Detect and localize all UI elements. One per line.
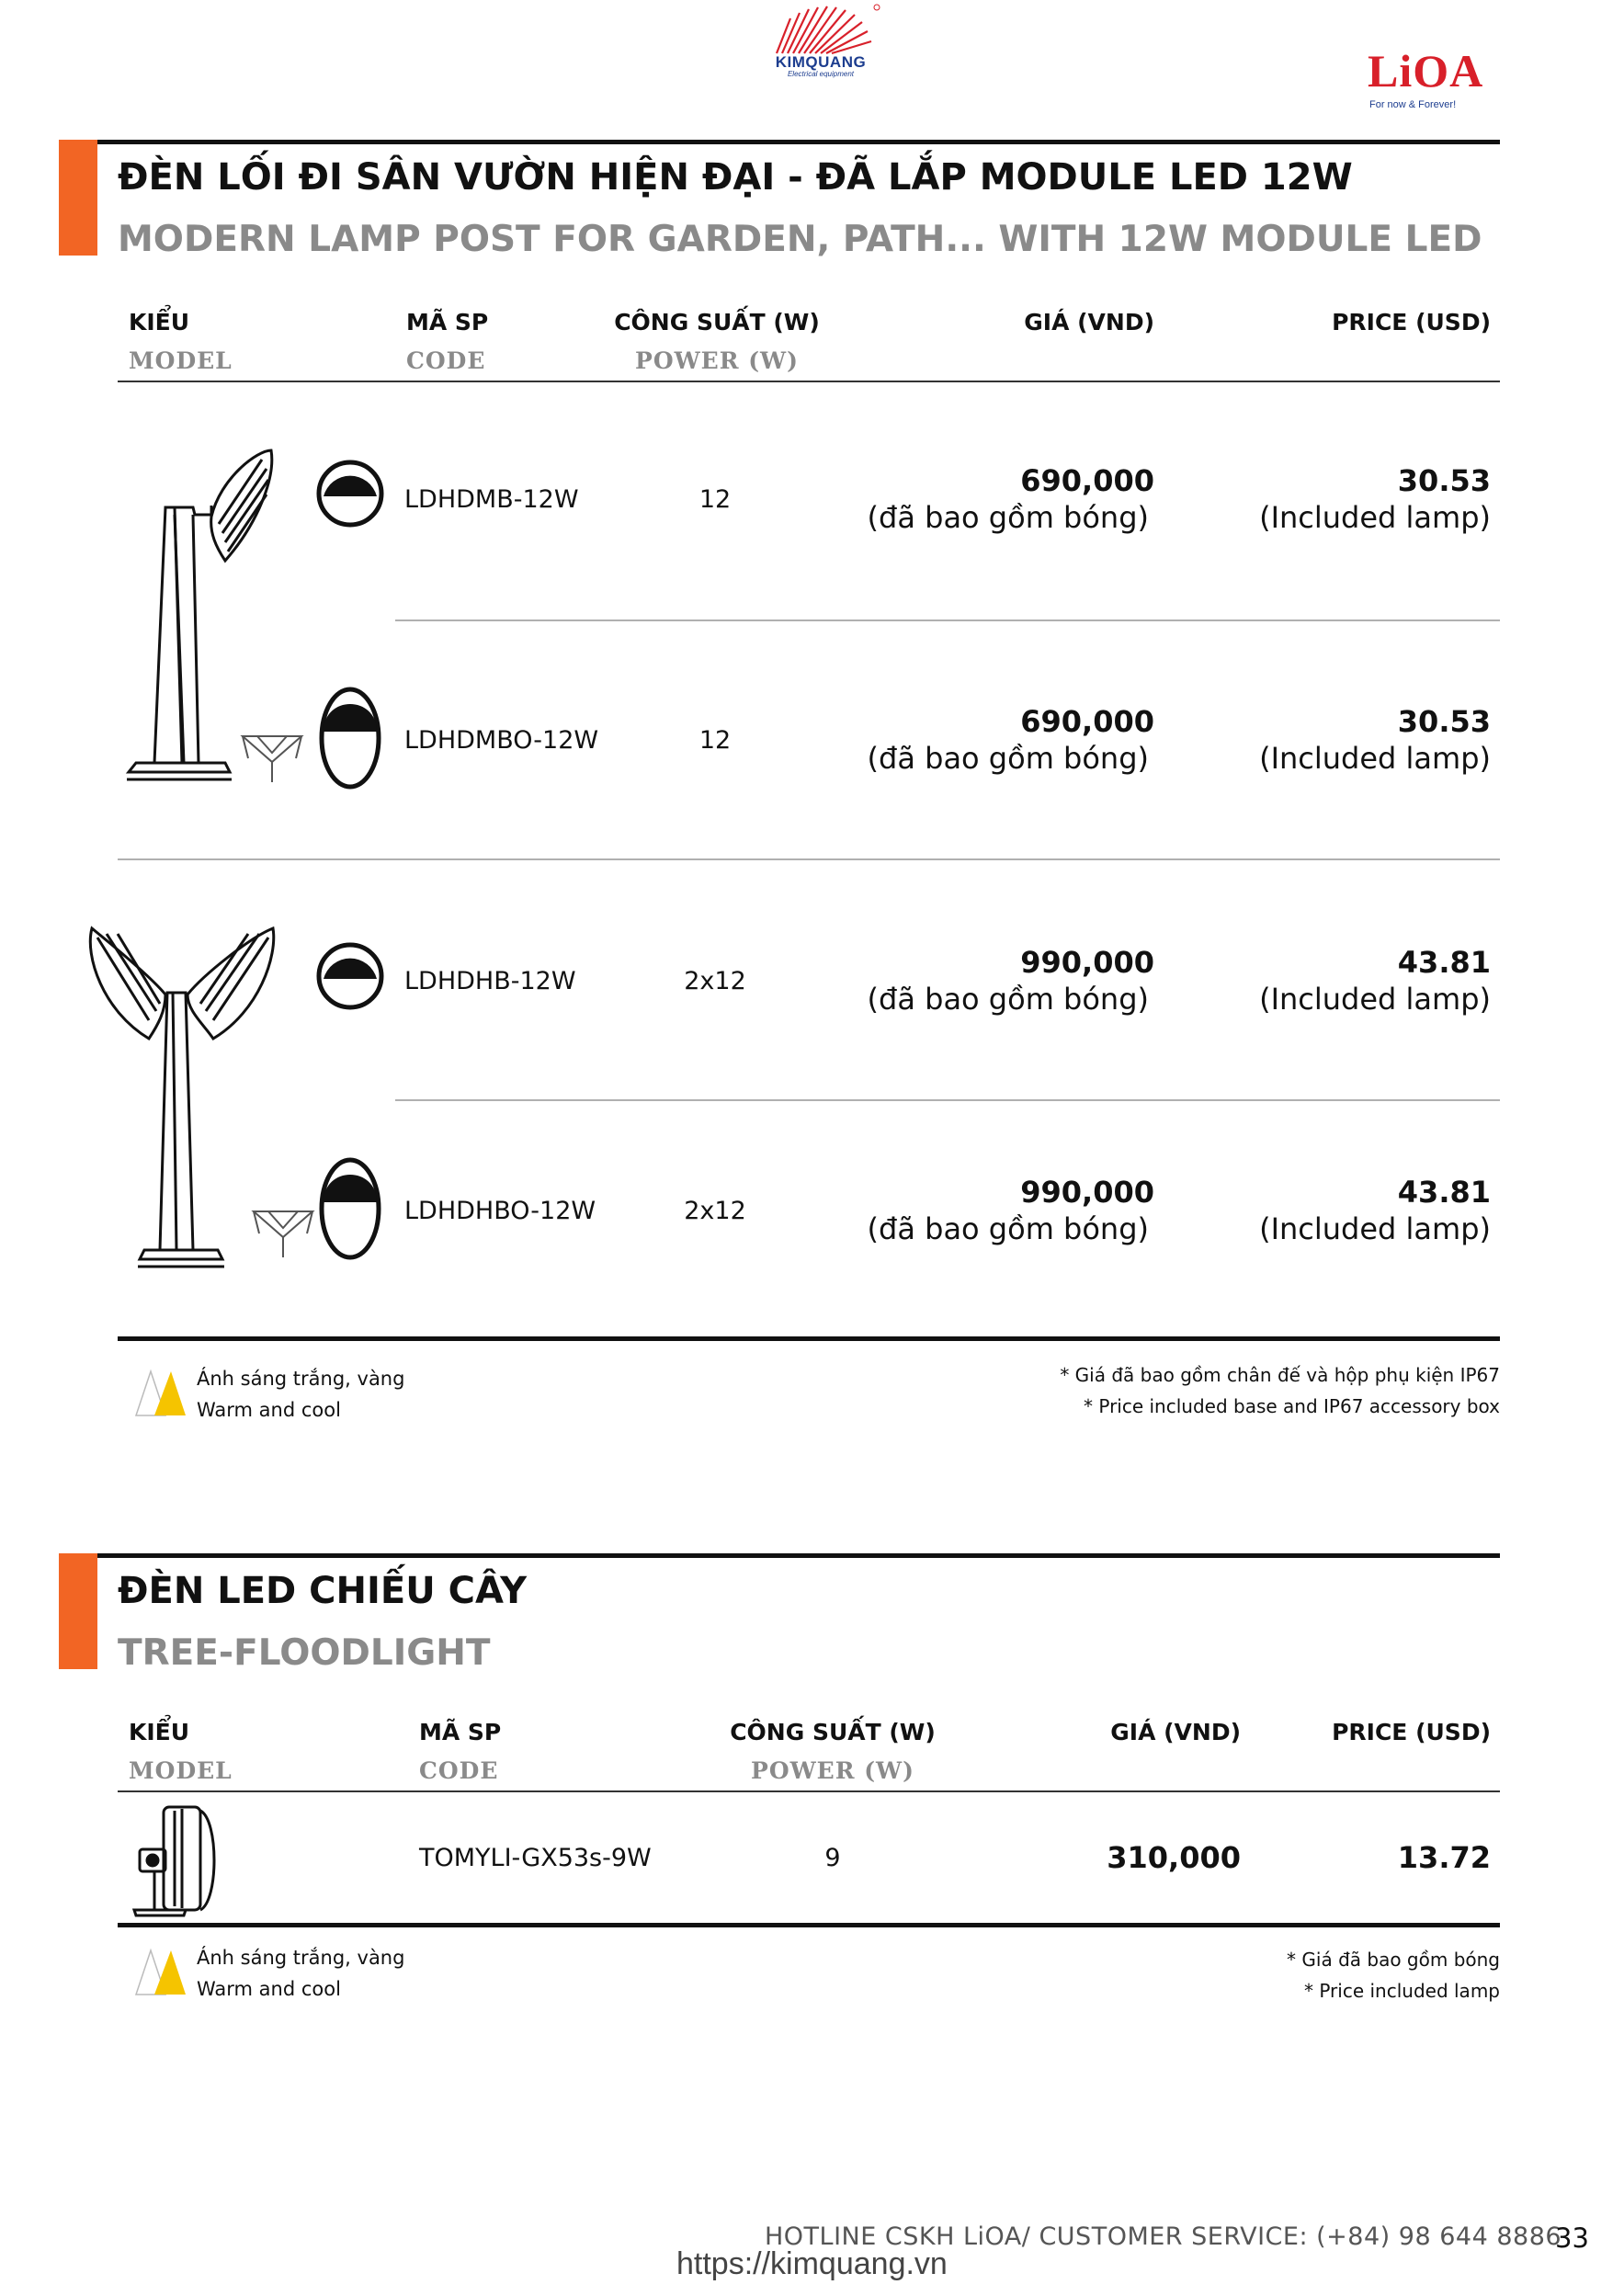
row1-price-usd: 30.53 xyxy=(1397,463,1491,498)
page-number: 33 xyxy=(1555,2222,1589,2254)
legend-light-en: Warm and cool xyxy=(197,1399,341,1421)
warm-cool-light-icon xyxy=(134,1370,187,1417)
row2-price-vnd-note: (đã bao gồm bóng) xyxy=(867,741,1149,776)
header-code-en: CODE xyxy=(419,1757,499,1784)
oval-lamp-head-icon xyxy=(318,1156,382,1261)
row4-price-vnd: 990,000 xyxy=(1020,1175,1154,1210)
header-power-en: POWER (W) xyxy=(751,1757,914,1784)
legend-light-vi: Ánh sáng trắng, vàng xyxy=(197,1947,405,1969)
row-separator xyxy=(395,619,1500,621)
tree-row-price-vnd: 310,000 xyxy=(1107,1840,1241,1875)
mounting-base-icon xyxy=(239,731,305,786)
section2-bottom-rule xyxy=(118,1923,1500,1927)
row3-price-vnd: 990,000 xyxy=(1020,945,1154,980)
legend-light-vi: Ánh sáng trắng, vàng xyxy=(197,1368,405,1390)
section2-subtitle: TREE-FLOODLIGHT xyxy=(118,1632,491,1674)
tree-row-power: 9 xyxy=(824,1844,841,1872)
header-rule xyxy=(118,381,1500,382)
header-power: CÔNG SUẤT (W) xyxy=(614,309,820,335)
section1-bottom-rule xyxy=(118,1336,1500,1341)
section2-title: ĐÈN LED CHIẾU CÂY xyxy=(118,1570,528,1612)
row4-price-usd: 43.81 xyxy=(1397,1175,1491,1210)
header-code-en: CODE xyxy=(406,347,486,374)
header-model-en: MODEL xyxy=(129,1757,233,1784)
section1-note-vi: * Giá đã bao gồm chân đế và hộp phụ kiện IP67 xyxy=(1060,1364,1500,1386)
section1-subtitle: MODERN LAMP POST FOR GARDEN, PATH... WITH 12W MODULE LED xyxy=(118,219,1482,260)
warm-cool-light-icon xyxy=(134,1949,187,1996)
lioa-logo: LiOA xyxy=(1368,45,1484,97)
row2-price-vnd: 690,000 xyxy=(1020,704,1154,739)
header-power-en: POWER (W) xyxy=(635,347,799,374)
mounting-base-icon xyxy=(250,1206,316,1261)
header-model: KIỂU xyxy=(129,1719,190,1745)
section1-title: ĐÈN LỐI ĐI SÂN VƯỜN HIỆN ĐẠI - ĐÃ LẮP MODULE LED 12W xyxy=(118,156,1353,199)
section1-accent-bar xyxy=(59,140,97,256)
row-separator xyxy=(118,858,1500,860)
footer-url[interactable]: https://kimquang.vn xyxy=(676,2246,948,2281)
row3-code: LDHDHB-12W xyxy=(404,967,576,995)
footer-hotline: HOTLINE CSKH LiOA/ CUSTOMER SERVICE: (+84) 98 644 8886 xyxy=(765,2222,1562,2251)
header-code: MÃ SP xyxy=(419,1719,502,1745)
row3-price-usd-note: (Included lamp) xyxy=(1259,982,1491,1017)
row1-price-vnd-note: (đã bao gồm bóng) xyxy=(867,500,1149,535)
tree-row-code: TOMYLI-GX53s-9W xyxy=(419,1844,652,1872)
round-lamp-head-icon xyxy=(316,942,384,1010)
round-lamp-head-icon xyxy=(316,460,384,528)
section2-top-rule xyxy=(59,1553,1500,1558)
header-model: KIỂU xyxy=(129,309,190,335)
section1-note-en: * Price included base and IP67 accessory box xyxy=(1084,1395,1500,1417)
row2-code: LDHDMBO-12W xyxy=(404,726,599,755)
header-vnd: GIÁ (VND) xyxy=(1110,1719,1241,1745)
legend-light-en: Warm and cool xyxy=(197,1978,341,2000)
row1-price-vnd: 690,000 xyxy=(1020,463,1154,498)
kimquang-subtitle: Electrical equipment xyxy=(787,70,855,78)
section2-note-en: * Price included lamp xyxy=(1303,1980,1500,2002)
kimquang-brand: KIMQUANG xyxy=(775,53,867,71)
header-usd: PRICE (USD) xyxy=(1332,309,1491,335)
tree-floodlight-icon xyxy=(127,1802,228,1919)
tree-row-price-usd: 13.72 xyxy=(1397,1840,1491,1875)
header-rule xyxy=(118,1790,1500,1792)
section2-note-vi: * Giá đã bao gồm bóng xyxy=(1287,1949,1500,1971)
section2-accent-bar xyxy=(59,1553,97,1669)
header-power: CÔNG SUẤT (W) xyxy=(730,1719,936,1745)
row3-power: 2x12 xyxy=(684,967,746,995)
row2-price-usd: 30.53 xyxy=(1397,704,1491,739)
row1-price-usd-note: (Included lamp) xyxy=(1259,500,1491,535)
row1-code: LDHDMB-12W xyxy=(404,485,579,514)
row4-price-usd-note: (Included lamp) xyxy=(1259,1211,1491,1246)
row-separator xyxy=(395,1099,1500,1101)
row4-code: LDHDHBO-12W xyxy=(404,1197,596,1225)
header-code: MÃ SP xyxy=(406,309,489,335)
header-usd: PRICE (USD) xyxy=(1332,1719,1491,1745)
row4-price-vnd-note: (đã bao gồm bóng) xyxy=(867,1211,1149,1246)
row3-price-usd: 43.81 xyxy=(1397,945,1491,980)
row1-power: 12 xyxy=(698,485,732,514)
row2-power: 12 xyxy=(698,726,732,755)
row3-price-vnd-note: (đã bao gồm bóng) xyxy=(867,982,1149,1017)
row4-power: 2x12 xyxy=(684,1197,746,1225)
oval-lamp-head-icon xyxy=(318,686,382,790)
header-model-en: MODEL xyxy=(129,347,233,374)
header-vnd: GIÁ (VND) xyxy=(1024,309,1154,335)
section1-top-rule xyxy=(59,140,1500,144)
lioa-slogan: For now & Forever! xyxy=(1369,99,1457,110)
row2-price-usd-note: (Included lamp) xyxy=(1259,741,1491,776)
